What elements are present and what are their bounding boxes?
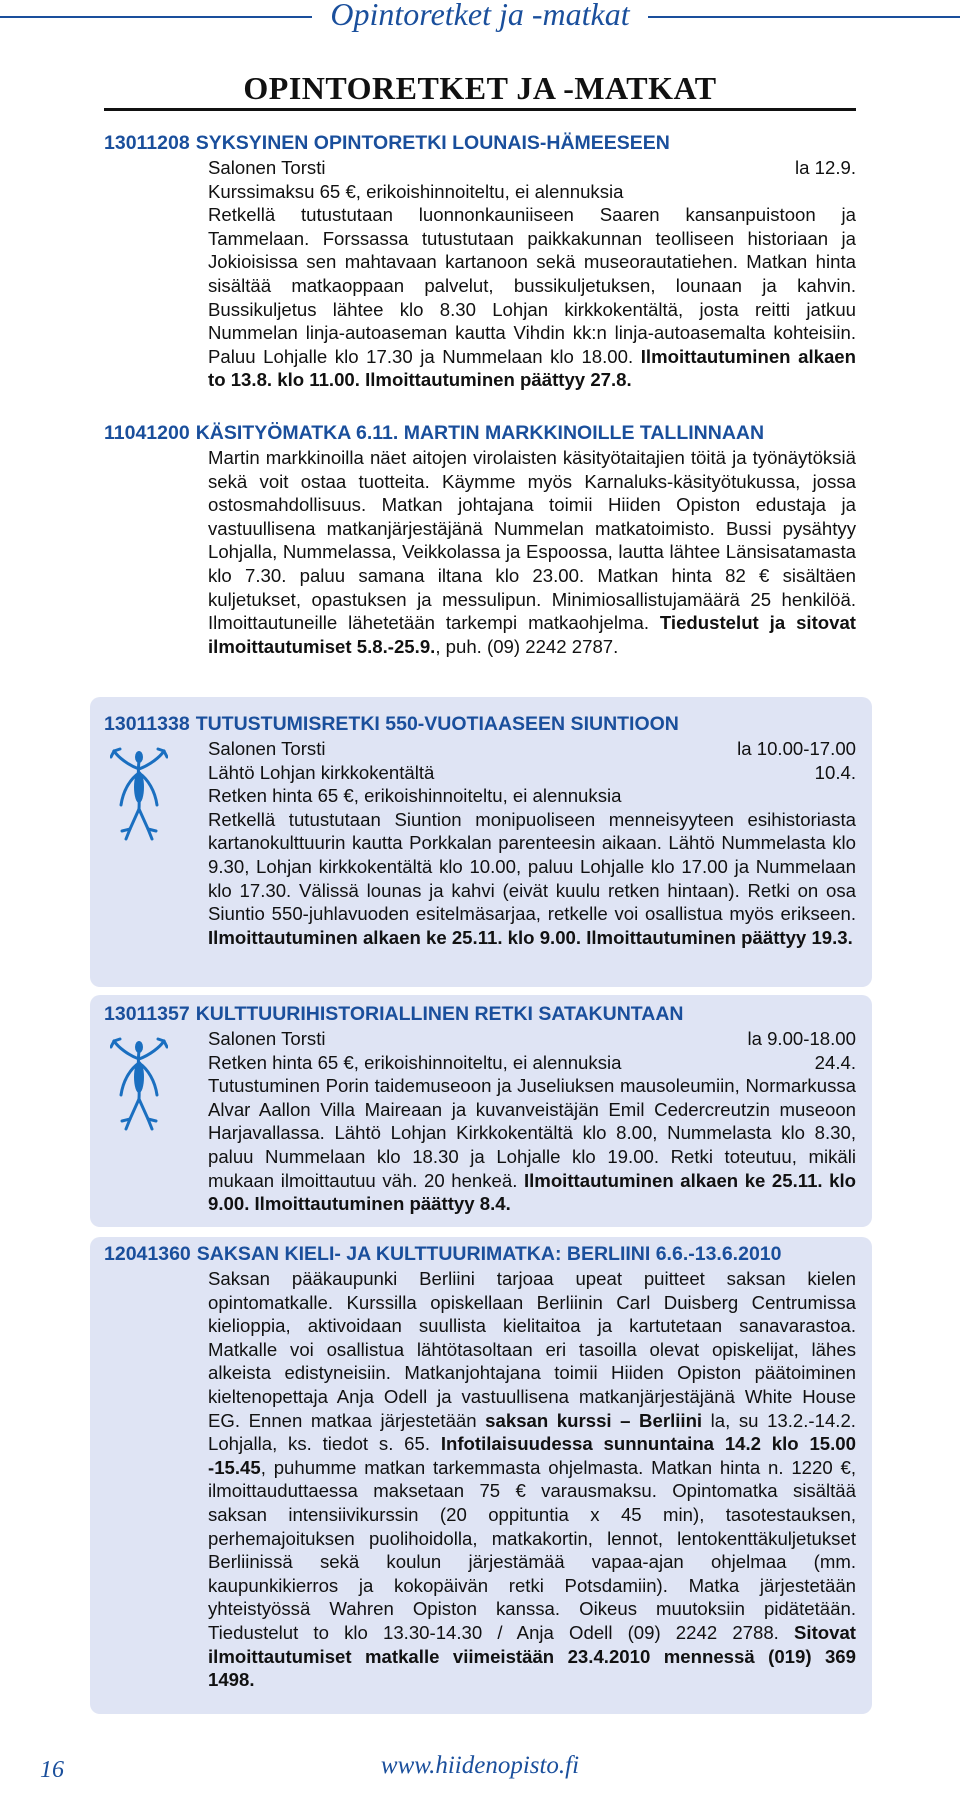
course-title: TUTUSTUMISRETKI 550-VUOTIAASEEN SIUNTIOON bbox=[195, 713, 679, 735]
course-body bbox=[208, 737, 856, 949]
registration-info: Sitovat ilmoittautumiset matkalle viimeistään 23.4.2010 mennessä (019) 369 1498. bbox=[208, 1621, 856, 1691]
course-11041200 bbox=[90, 420, 872, 690]
page-number: 16 bbox=[40, 1757, 64, 1783]
course-highlight: saksan kurssi – Berliini bbox=[485, 1409, 703, 1431]
hiisi-figure-icon bbox=[110, 747, 168, 843]
course-teacher: Salonen Torsti bbox=[208, 1028, 326, 1049]
course-code: 11041200 bbox=[104, 422, 190, 444]
course-description: Tutustuminen Porin taidemuseoon ja Juseliuksen mausoleumiin, Normarkussa Alvar Aallon Villa Maireaan ja kuvanveistäjän Emil Cedercreutzin museoon Harjavallassa. Lähtö Lohjan Kirkkokentältä klo 8.00, Nummelasta klo 8.30, paluu Nummelaan klo 18.30 ja Lohjalle klo 19.00. Retki toteutuu, mikäli mukaan ilmoittautuu väh. 20 henkeä. Ilmoittautuminen alkaen ke 25.11. klo 9.00. Ilmoittautuminen päättyy 8.4. bbox=[208, 1075, 856, 1215]
course-body bbox=[208, 446, 856, 658]
course-heading bbox=[104, 1243, 781, 1266]
running-header bbox=[0, 0, 960, 34]
course-description: Saksan pääkaupunki Berliini tarjoaa upeat puitteet saksan kielen opintomatkalle. Kurssilla opiskellaan Berliinin Carl Duisberg Centrumissa kielioppia, aktivoidaan suullista kielitaitoa ja kartutetaan sanavarastoa. Matkalle voi osallistua lähtötasoltaan eri tasoilla olevat opiskelijat, lähes alkeista edistyneisiin. Matkanjohtajana toimii Hiiden Opiston päätoiminen kieltenopettaja Anja Odell ja vastuullisena matkanjärjestäjänä White House EG. Ennen matkaa järjestetään saksan kurssi – Berliini la, su 13.2.-14.2. Lohjalla, ks. tiedot s. 65. Infotilaisuudessa sunnuntaina 14.2 klo 15.00 -15.45, puhumme matkan tarkemmasta ohjelmasta. Matkan hinta n. 1220 €, ilmoittauduttaessa maksetaan 75 € varausmaksu. Opintomatka sisältää saksan intensiivikurssin (20 oppituntia x 45 min), tasotestauksen, perhemajoituksen puolihoidolla, matkakortin, lennot, lentokenttäkuljetukset Berliinissä sekä koulun järjestämää vapaa-ajan ohjelmaa (mm. kaupunkikierros ja kokopäivän retki Potsdamiin). Matka järjestetään yhteistyössä Wahren Opiston kanssa. Oikeus muutoksiin pidätetään. Tiedustelut to klo 13.30-14.30 / Anja Odell (09) 2242 2788. Sitovat ilmoittautumiset matkalle viimeistään 23.4.2010 mennessä (019) 369 1498. bbox=[208, 1268, 856, 1691]
course-13011357 bbox=[90, 995, 872, 1227]
course-title: KULTTUURIHISTORIALLINEN RETKI SATAKUNTAAN bbox=[195, 1003, 684, 1025]
course-price: Retken hinta 65 €, erikoishinnoiteltu, ei alennuksia bbox=[208, 1051, 622, 1073]
course-date: la 9.00-18.00 bbox=[747, 1028, 856, 1049]
info-session: Infotilaisuudessa sunnuntaina 14.2 klo 15.00 -15.45 bbox=[208, 1433, 856, 1478]
course-body bbox=[208, 1027, 856, 1216]
course-heading bbox=[104, 713, 679, 736]
title-rule bbox=[104, 108, 856, 111]
course-meeting: Lähtö Lohjan kirkkokentältä bbox=[208, 761, 435, 783]
course-description: Retkellä tutustutaan Siuntion monipuoliseen menneisyyteen esihistoriasta kartanokulttuurin kautta Porkkalan parenteesin aikaan. Lähtö Nummelasta klo 9.30, Lohjan kirkkokentältä klo 10.00, paluu Lohjalle klo 17.00 ja Nummelaan klo 17.30. Välissä lounas ja kahvi (eivät kuulu retken hintaan). Retki on osa Siuntio 550-juhlavuoden esitelmäsarjaa, retkelle voi osallistua myös erikseen. Ilmoittautuminen alkaen ke 25.11. klo 9.00. Ilmoittautuminen päättyy 19.3. bbox=[208, 808, 856, 948]
course-heading bbox=[104, 132, 670, 155]
course-meeting-date: 10.4. bbox=[814, 761, 856, 783]
course-teacher: Salonen Torsti bbox=[208, 157, 326, 178]
course-13011208 bbox=[90, 130, 872, 400]
course-code: 13011338 bbox=[104, 713, 190, 735]
course-body bbox=[208, 156, 856, 392]
course-13011338 bbox=[90, 697, 872, 987]
running-title: Opintoretket ja -matkat bbox=[330, 0, 630, 32]
course-heading bbox=[104, 422, 764, 445]
hiisi-figure-icon bbox=[110, 1037, 168, 1133]
registration-info: Ilmoittautuminen alkaen to 13.8. klo 11.00. Ilmoittautuminen päättyy 27.8. bbox=[208, 345, 856, 391]
course-description: Martin markkinoilla näet aitojen virolaisten käsityötaitajien töitä ja työnäytöksiä sekä voit ostaa tuotteita. Käymme myös Karnaluks-käsityötukussa, jossa ostosmahdollisuus. Matkan johtajana toimii Hiiden Opiston edustaja ja vastuullisena matkanjärjestäjänä Nummelan matkatoimisto. Bussi pysähtyy Lohjalla, Nummelassa, Veikkolassa ja Espoossa, lautta lähtee Länsisatamasta klo 7.30. paluu samana iltana klo 23.00. Matkan hinta 82 € sisältäen kuljetukset, opastuksen ja messulipun. Minimiosallistujamäärä 25 henkilöä. Ilmoittautuneille lähetetään tarkempi matkaohjelma. Tiedustelut ja sitovat ilmoittautumiset 5.8.-25.9., puh. (09) 2242 2787. bbox=[208, 447, 856, 657]
registration-info: Tiedustelut ja sitovat ilmoittautumiset 5.8.-25.9. bbox=[208, 612, 856, 657]
registration-info: Ilmoittautuminen alkaen ke 25.11. klo 9.00. Ilmoittautuminen päättyy 19.3. bbox=[208, 926, 853, 948]
course-title: KÄSITYÖMATKA 6.11. MARTIN MARKKINOILLE TALLINNAAN bbox=[195, 422, 765, 444]
course-date: la 12.9. bbox=[795, 157, 856, 178]
course-code: 13011357 bbox=[104, 1003, 190, 1025]
registration-info: Ilmoittautuminen alkaen ke 25.11. klo 9.00. Ilmoittautuminen päättyy 8.4. bbox=[208, 1169, 856, 1215]
course-body bbox=[208, 1267, 856, 1692]
course-price: Retken hinta 65 €, erikoishinnoiteltu, ei alennuksia bbox=[208, 785, 622, 807]
course-code: 13011208 bbox=[104, 132, 190, 154]
course-teacher: Salonen Torsti bbox=[208, 738, 326, 759]
course-title: SYKSYINEN OPINTORETKI LOUNAIS-HÄMEESEEN bbox=[195, 132, 670, 154]
course-12041360 bbox=[90, 1237, 872, 1714]
course-price: Kurssimaksu 65 €, erikoishinnoiteltu, ei alennuksia bbox=[208, 180, 624, 202]
page-title: OPINTORETKET JA -MATKAT bbox=[243, 70, 717, 106]
course-code: 12041360 bbox=[104, 1243, 191, 1265]
course-date: la 10.00-17.00 bbox=[737, 738, 856, 759]
website-link[interactable]: www.hiidenopisto.fi bbox=[380, 1752, 580, 1779]
course-title: SAKSAN KIELI- JA KULTTUURIMATKA: BERLIINI 6.6.-13.6.2010 bbox=[196, 1243, 782, 1265]
course-description: Retkellä tutustutaan luonnonkauniiseen Saaren kansanpuistoon ja Tammelaan. Forssassa tutustutaan paikkakunnan teolliseen historiaan ja Jokioisissa sen mahtavaan kartanoon sekä museorautatiehen. Matkan hinta sisältää matkaoppaan palvelut, bussikuljetuksen, lounaan ja kahvin. Bussikuljetus lähtee klo 8.30 Lohjan kirkkokentältä, josta reitti jatkuu Nummelan linja-autoaseman kautta Vihdin kk:n linja-autoasemalta kohteisiin. Paluu Lohjalle klo 17.30 ja Nummelaan klo 18.00. Ilmoittautuminen alkaen to 13.8. klo 11.00. Ilmoittautuminen päättyy 27.8. bbox=[208, 204, 856, 391]
course-price-date: 24.4. bbox=[814, 1051, 856, 1073]
course-heading bbox=[104, 1003, 684, 1026]
